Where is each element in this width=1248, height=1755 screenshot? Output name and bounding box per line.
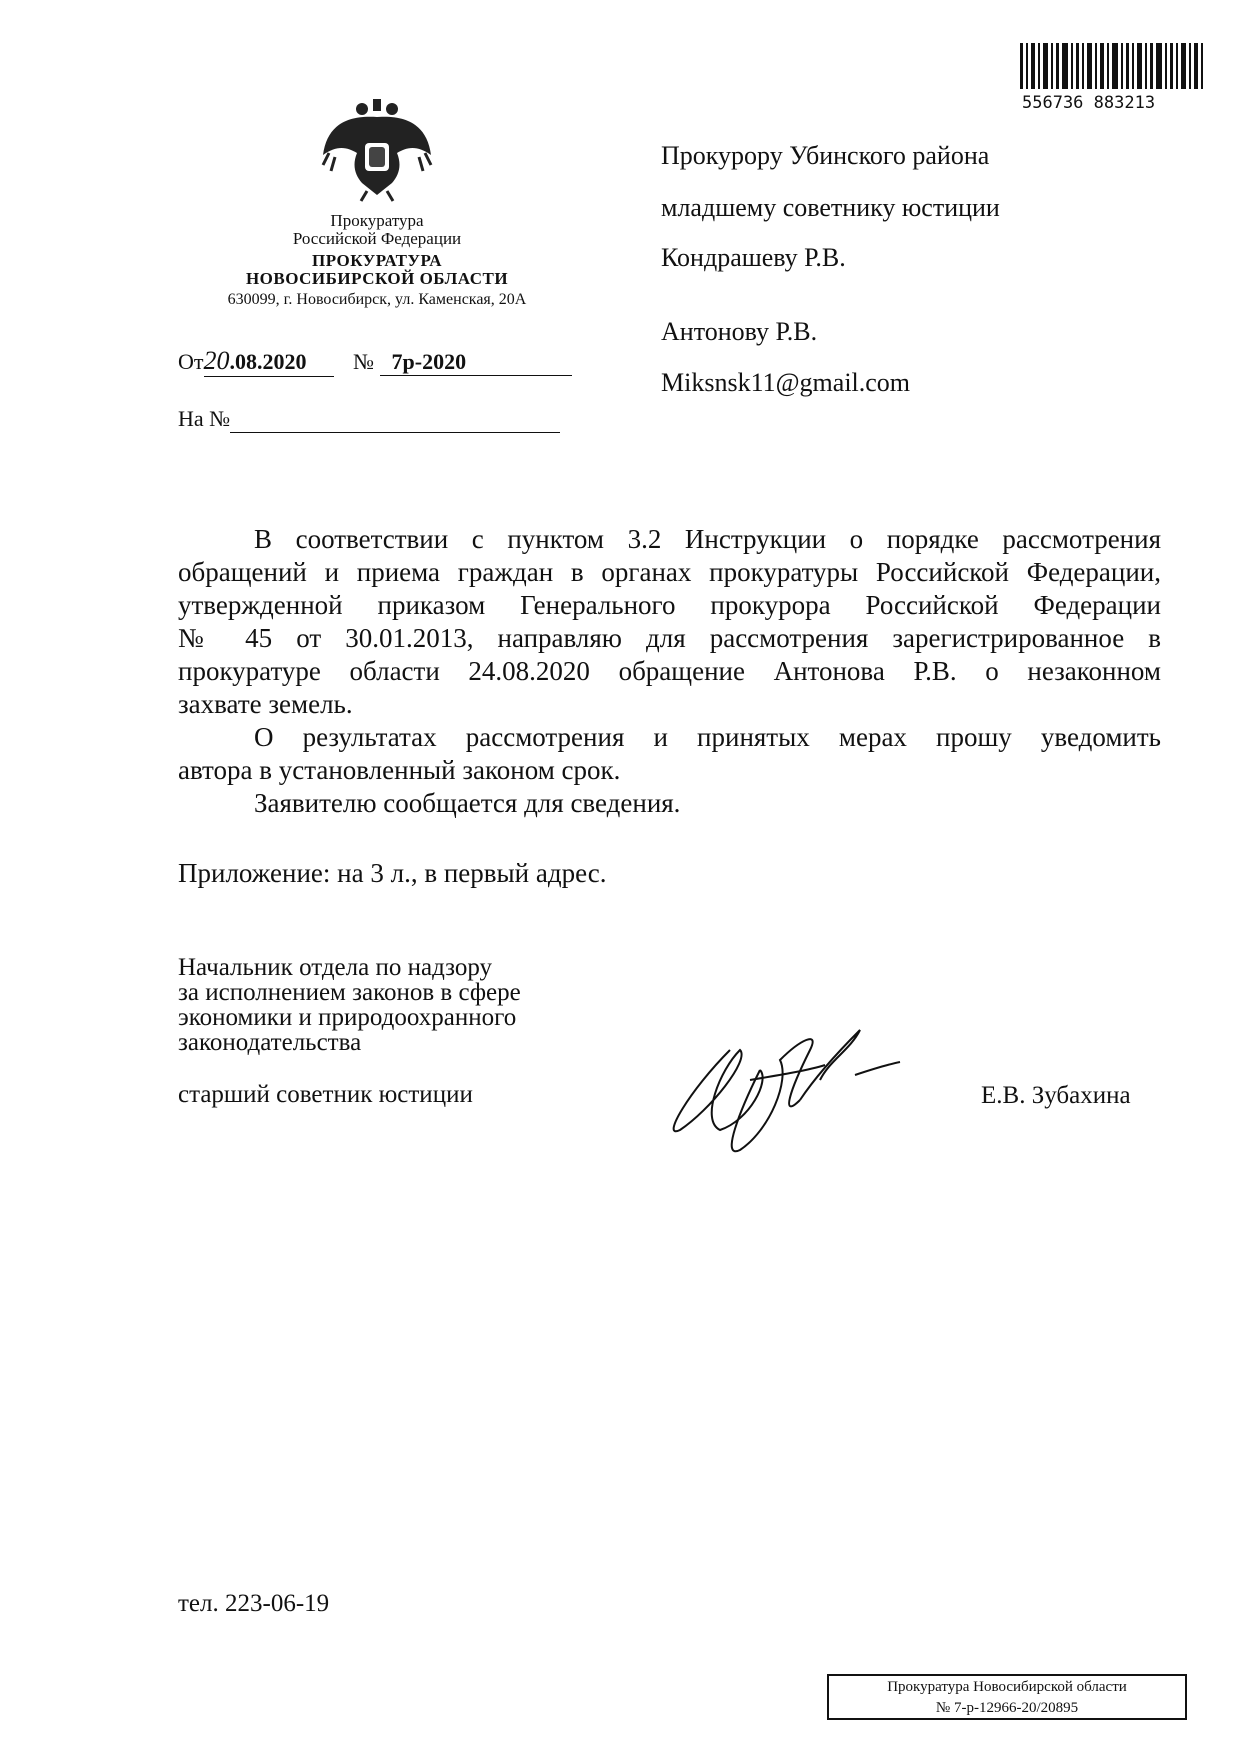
body-line: В соответствии с пунктом 3.2 Инструкции о порядке рассмотрения xyxy=(254,524,1161,554)
letter-number: 7р-2020 xyxy=(380,349,572,376)
position-line: законодательства xyxy=(178,1029,362,1056)
header-address: 630099, г. Новосибирск, ул. Каменская, 20А xyxy=(227,291,527,308)
number-label: № xyxy=(353,349,375,374)
body-line: О результатах рассмотрения и принятых мерах прошу уведомить xyxy=(254,722,1161,752)
handwritten-signature xyxy=(650,1020,920,1175)
reference-line xyxy=(178,346,572,377)
phone-number: тел. 223-06-19 xyxy=(178,1590,330,1617)
body-line: утвержденной приказом Генерального прокурора Российской Федерации xyxy=(178,590,1161,620)
signer-rank: старший советник юстиции xyxy=(178,1081,473,1108)
body-line: автора в установленный законом срок. xyxy=(178,755,621,785)
organization-header xyxy=(197,212,557,309)
from-label: От xyxy=(178,349,204,374)
coat-of-arms-emblem-icon xyxy=(317,95,437,205)
stamp-number: № 7-р-12966-20/20895 xyxy=(935,1700,1079,1716)
addressee-line: Кондрашеву Р.В. xyxy=(661,243,846,272)
signer-position xyxy=(178,955,521,1055)
position-line: экономики и природоохранного xyxy=(178,1004,517,1031)
addressee-line: Прокурору Убинского района xyxy=(661,141,990,170)
barcode-number: 556736 883213 xyxy=(1022,93,1156,113)
reply-reference-line xyxy=(178,406,560,433)
header-title: ПРОКУРАТУРА xyxy=(312,251,442,270)
body-line: Заявителю сообщается для сведения. xyxy=(254,788,681,818)
letter-date: .08.2020 xyxy=(229,349,307,374)
stamp-org: Прокуратура Новосибирской области xyxy=(887,1679,1127,1695)
header-line: Российской Федерации xyxy=(292,229,462,248)
barcode-bars xyxy=(1018,43,1204,89)
attachment-note: Приложение: на 3 л., в первый адрес. xyxy=(178,858,607,888)
header-line: Прокуратура xyxy=(330,211,424,230)
position-line: Начальник отдела по надзору xyxy=(178,954,493,981)
header-title: НОВОСИБИРСКОЙ ОБЛАСТИ xyxy=(245,269,509,288)
barcode xyxy=(1018,43,1204,113)
body-line: прокуратуре области 24.08.2020 обращение Антонова Р.В. о незаконном xyxy=(178,656,1161,686)
body-line: захвате земель. xyxy=(178,689,353,719)
copy-addressee-name: Антонову Р.В. xyxy=(661,317,818,346)
date-handwritten: 20 xyxy=(203,346,230,375)
body-line: обращений и приема граждан в органах прокуратуры Российской Федерации, xyxy=(178,557,1161,587)
addressee-line: младшему советнику юстиции xyxy=(661,193,1000,222)
copy-addressee-email: Miksnsk11@gmail.com xyxy=(661,368,911,397)
signer-name: Е.В. Зубахина xyxy=(981,1082,1131,1109)
registration-stamp xyxy=(827,1674,1187,1720)
position-line: за исполнением законов в сфере xyxy=(178,979,521,1006)
reply-label: На № xyxy=(178,406,231,431)
body-line: № 45 от 30.01.2013, направляю для рассмотрения зарегистрированное в xyxy=(178,623,1161,653)
